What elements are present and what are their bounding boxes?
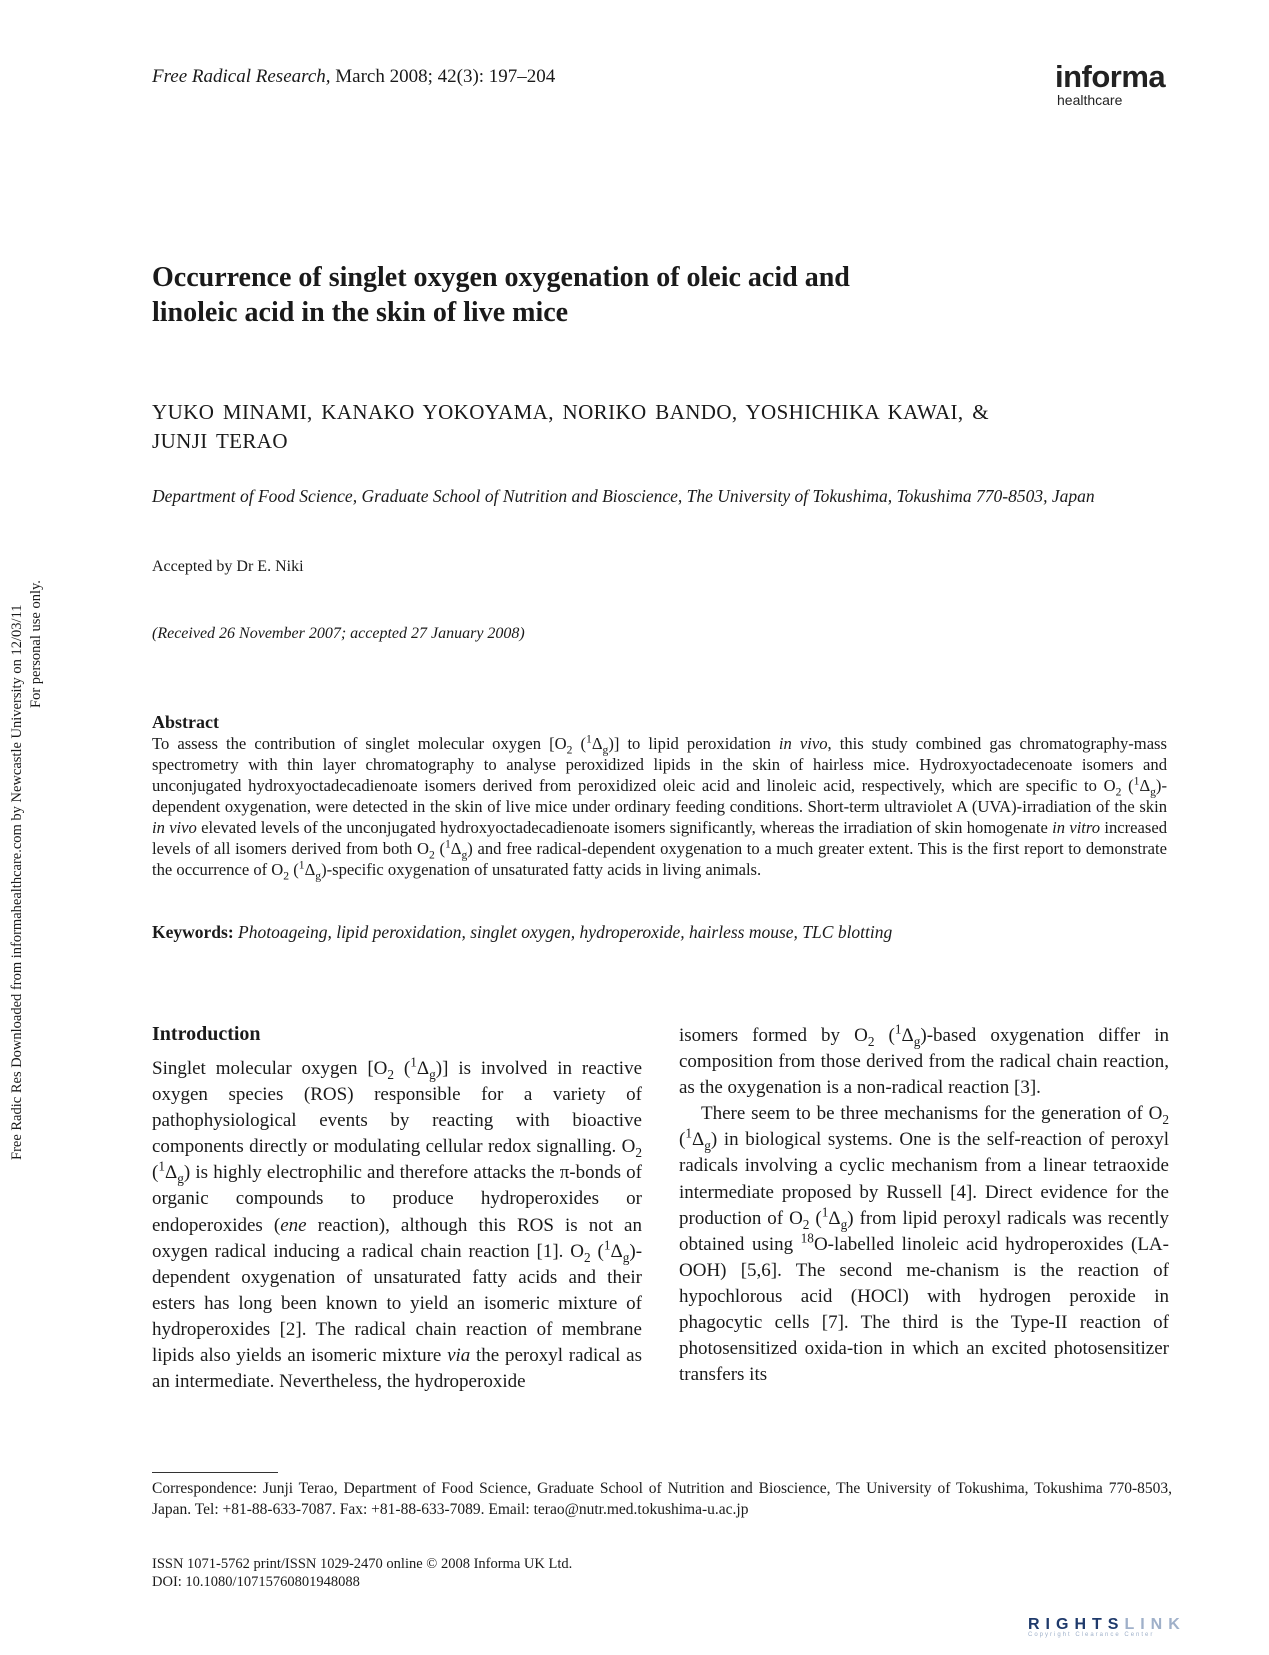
side-download-note [0,0,60,1655]
author-list [152,398,1182,456]
side-note-line1: Free Radic Res Downloaded from informahealthcare.com by Newcastle University on 12/03/11 [9,604,25,1160]
abstract-heading: Abstract [152,712,219,732]
issn-doi-block [152,1555,572,1591]
authors-line-2: JUNJI TERAO [152,429,288,453]
rightslink-text-b: LINK [1124,1616,1186,1633]
issn-line: ISSN 1071-5762 print/ISSN 1029-2470 online © 2008 Informa UK Ltd. [152,1556,573,1572]
intro-right-column [679,1023,1169,1388]
intro-paragraph-1-cont: isomers formed by $O_2$ $(^1\Delta_g)$-based oxygenation differ in composition from those derived from the radical chain reaction, as the oxygenation is a non-radical reaction [3]. [679,1021,1169,1099]
keywords-list: Photoageing, lipid peroxidation, singlet oxygen, hydroperoxide, hairless mouse, TLC blotting [238,922,893,942]
authors-line-1: YUKO MINAMI, KANAKO YOKOYAMA, NORIKO BANDO, YOSHICHIKA KAWAI, & [152,400,989,424]
journal-issue: March 2008; 42(3): 197–204 [335,66,556,87]
journal-name: Free Radical Research, [152,66,331,87]
publisher-logo-sub: healthcare [1057,92,1123,108]
accepted-by: Accepted by Dr E. Niki [152,558,304,575]
correspondence-note: Correspondence: Junji Terao, Department of Food Science, Graduate School of Nutrition and Bioscience, The University of Tokushima, Tokushima 770-8503, Japan. Tel: +81-88-633-7087. Fax: +81-88-633-7089. Email: terao@nutr.med.tokushima-u.ac.jp [152,1480,1172,1518]
keywords [152,922,1167,943]
side-note-text [8,580,46,1160]
introduction-heading: Introduction [152,1023,261,1045]
rightslink-text-a: RIGHTS [1028,1616,1125,1633]
publisher-logo [1055,59,1166,108]
title-line-1: Occurrence of singlet oxygen oxygenation of oleic acid and [152,262,850,293]
title-line-2: linoleic acid in the skin of live mice [152,297,569,328]
publisher-logo-text: informa [1055,59,1166,94]
side-note-line2: For personal use only. [28,580,44,708]
keywords-label: Keywords: [152,922,234,942]
intro-left-column [152,1022,642,1395]
intro-paragraph-2: There seem to be three mechanisms for the generation of $O_2$ $(^1\Delta_g)$ in biological systems. One is the self-reaction of peroxyl radicals involving a cyclic mechanism from a linear tetraoxide intermediate proposed by Russell [4]. Direct evidence for the production of $O_2$ $(^1\Delta_g)$ from lipid peroxyl radicals was recently obtained using $^{18}$O-labelled linoleic acid hydroperoxides (LA-OOH) [5,6]. The second me-chanism is the reaction of hypochlorous acid (HOCl) with hydrogen peroxide in phagocytic cells [7]. The third is the Type-II reaction of photosensitized oxida-tion in which an excited photosensitizer transfers its [679,1103,1169,1386]
rightslink-subtitle: Copyright Clearance Center [1028,1632,1155,1638]
affiliation: Department of Food Science, Graduate School of Nutrition and Bioscience, The University of Tokushima, Tokushima 770-8503, Japan [152,486,1095,506]
article-title [152,260,1152,330]
received-dates: (Received 26 November 2007; accepted 27 January 2008) [152,625,525,642]
footnote-rule [152,1472,278,1473]
journal-citation [152,66,555,88]
doi-line: DOI: 10.1080/10715760801948088 [152,1574,360,1590]
abstract-text: To assess the contribution of singlet molecular oxygen [$O_2$ $(^1\Delta_g)$] to lipid peroxidation in vivo, this study combined gas chromatography-mass spectrometry with thin layer chromatography to analyse peroxidized lipids in the skin of hairless mice. Hydroxyoctadecenoate isomers and unconjugated hydroxyoctadecadienoate isomers derived from peroxidized oleic acid and linoleic acid, respectively, which are specific to $O_2$ $(^1\Delta_g)$-dependent oxygenation, were detected in the skin of live mice under ordinary feeding conditions. Short-term ultraviolet A (UVA)-irradiation of the skin in vivo elevated levels of the unconjugated hydroxyoctadecadienoate isomers significantly, whereas the irradiation of skin homogenate in vitro increased levels of all isomers derived from both $O_2$ $(^1\Delta_g)$ and free radical-dependent oxygenation to a much greater extent. This is the first report to demonstrate the occurrence of $O_2$ $(^1\Delta_g)$-specific oxygenation of unsaturated fatty acids in living animals. [152,732,1167,883]
rightslink-logo[interactable] [1028,1616,1186,1638]
intro-paragraph-1: Singlet molecular oxygen [$O_2$ $(^1\Delta_g)$] is involved in reactive oxygen species (ROS) responsible for a variety of pathophysiological events by reacting with bioactive components directly or modulating cellular redox signalling. $O_2$ $(^1\Delta_g)$ is highly electrophilic and therefore attacks the π-bonds of organic compounds to produce hydroperoxides or endoperoxides (ene reaction), although this ROS is not an oxygen radical inducing a radical chain reaction [1]. $O_2$ $(^1\Delta_g)$-dependent oxygenation of unsaturated fatty acids and their esters has long been known to yield an isomeric mixture of hydroperoxides [2]. The radical chain reaction of membrane lipids also yields an isomeric mixture via the peroxyl radical as an intermediate. Nevertheless, the hydroperoxide [152,1054,643,1393]
